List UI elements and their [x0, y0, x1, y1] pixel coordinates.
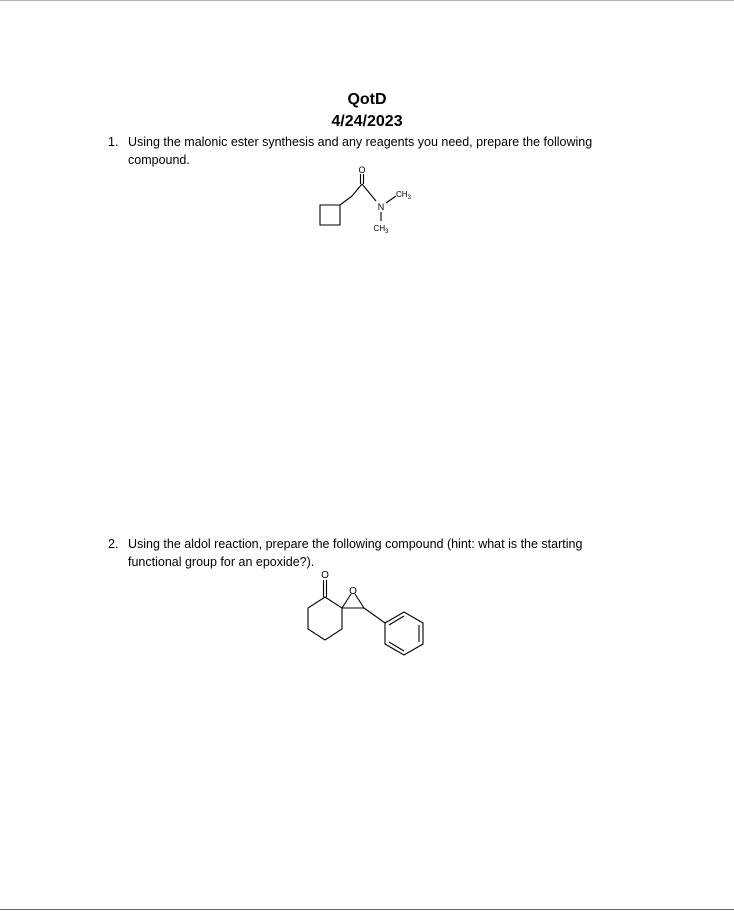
bond-epoxide-phenyl	[364, 608, 385, 623]
question-1-methyl-top: $CH_3$	[396, 190, 411, 201]
benzene-ring	[385, 612, 423, 655]
question-1-number: 1.	[108, 135, 119, 149]
cyclohexanone-ring	[308, 597, 342, 640]
question-1-structure	[300, 160, 430, 245]
question-1-nitrogen: N	[377, 202, 385, 212]
question-2-text: Using the aldol reaction, prepare the following compound (hint: what is the starting functional group for an epoxide?).	[128, 537, 583, 569]
question-2-number: 2.	[108, 537, 119, 551]
cyclobutane-ring	[320, 205, 340, 225]
question-1-carbonyl-o: O	[358, 165, 366, 175]
question-2-structure	[295, 565, 440, 665]
page-date: 4/24/2023	[331, 113, 403, 130]
question-2-carbonyl-o: O	[321, 570, 329, 581]
top-border	[0, 0, 734, 1]
question-1-text: Using the malonic ester synthesis and any reagents you need, prepare the following compound.	[128, 135, 593, 167]
benzene-double-bond-3	[389, 642, 404, 651]
bottom-border	[0, 909, 734, 910]
bond-n-methyl-top	[386, 196, 396, 203]
question-1-methyl-bottom: $CH_3$	[373, 224, 389, 235]
bond-ch2-carbonyl	[352, 184, 362, 196]
question-2-epoxide-o: O	[349, 586, 357, 597]
bond-carbonyl-n	[362, 184, 376, 201]
bond-ring-ch2	[340, 196, 352, 205]
benzene-double-bond-1	[389, 616, 404, 625]
page-title: QotD	[347, 91, 387, 108]
